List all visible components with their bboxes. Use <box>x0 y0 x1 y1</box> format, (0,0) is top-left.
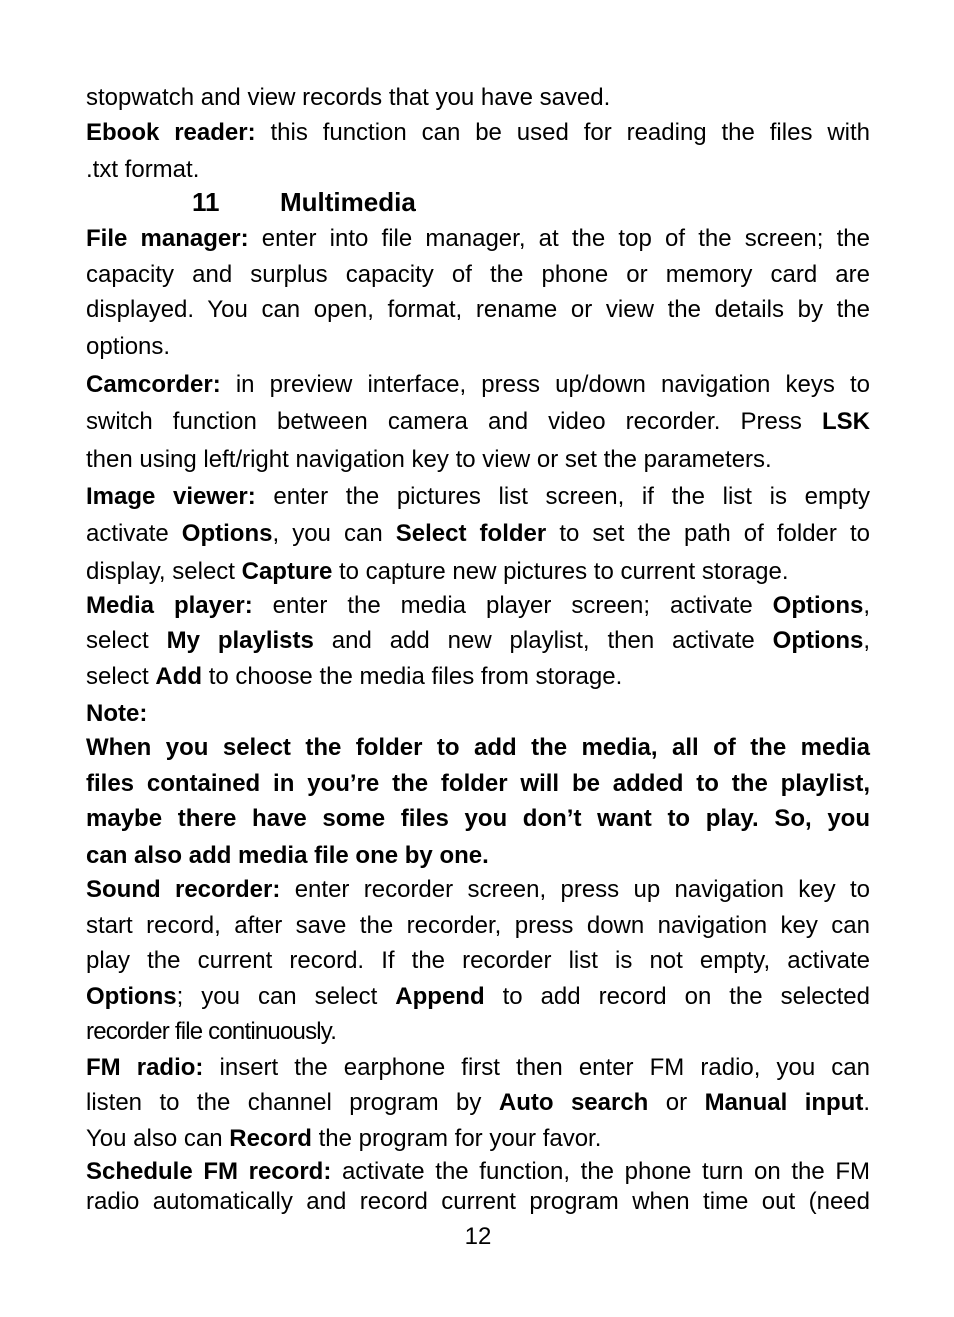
text-line <box>86 805 870 833</box>
bold-term: files contained in you’re the folder will be added to the playlist, <box>86 770 870 797</box>
text-run: options. <box>86 333 171 360</box>
text-run: .txt format. <box>86 156 200 183</box>
bold-term: Sound recorder: <box>86 876 281 903</box>
bold-term: FM radio: <box>86 1054 204 1081</box>
text-line <box>86 734 870 762</box>
text-line <box>86 520 870 548</box>
bold-term: Capture <box>241 558 333 585</box>
page-number: 12 <box>464 1223 492 1250</box>
text-line <box>86 558 870 586</box>
text-line <box>86 947 870 975</box>
text-line <box>86 1158 870 1186</box>
text-line <box>86 1018 870 1046</box>
text-run: enter into file manager, at the top of the screen; the <box>248 225 871 252</box>
bold-term: Image viewer: <box>86 483 256 510</box>
text-line <box>86 84 870 112</box>
text-run: and add new playlist, then activate <box>313 627 773 654</box>
bold-term: Add <box>155 663 203 690</box>
text-line <box>86 371 870 399</box>
section-number: 11 <box>192 187 220 217</box>
text-run: or <box>648 1089 705 1116</box>
text-run: enter the pictures list screen, if the list is empty <box>255 483 870 510</box>
text-line <box>86 1125 870 1153</box>
text-line <box>86 842 870 870</box>
bold-term: Media player: <box>86 592 253 619</box>
text-line <box>86 1054 870 1082</box>
text-run: to add record on the selected <box>484 983 870 1010</box>
text-line <box>86 333 870 361</box>
bold-term: Options <box>86 983 177 1010</box>
text-line <box>86 770 870 798</box>
text-run: enter recorder screen, press up navigation key to <box>280 876 871 903</box>
bold-term: can also add media file one by one. <box>86 842 489 869</box>
text-line <box>86 483 870 511</box>
text-run: enter the media player screen; activate <box>252 592 773 619</box>
text-run: activate <box>86 520 182 547</box>
text-line <box>86 700 870 728</box>
text-line <box>86 408 870 436</box>
text-line <box>86 446 870 474</box>
text-run: play the current record. If the recorder list is not empty, activate <box>86 947 870 974</box>
bold-term: Auto search <box>498 1089 649 1116</box>
bold-term: Schedule FM record: <box>86 1158 332 1185</box>
text-run: switch function between camera and video recorder. Press <box>86 408 822 435</box>
text-run: listen to the channel program by <box>86 1089 499 1116</box>
text-run: to set the path of folder to <box>546 520 870 547</box>
text-run: display, select <box>86 558 242 585</box>
text-run: radio automatically and record current program when time out (need <box>86 1188 870 1215</box>
text-line <box>86 663 870 691</box>
text-line <box>86 627 870 655</box>
text-line <box>86 876 870 904</box>
text-run: this function can be used for reading the files with <box>255 119 870 146</box>
text-run: insert the earphone first then enter FM radio, you can <box>203 1054 870 1081</box>
bold-term: Ebook reader: <box>86 119 256 146</box>
text-line <box>86 296 870 324</box>
text-run: activate the function, the phone turn on the FM <box>331 1158 870 1185</box>
bold-term: Options <box>181 520 273 547</box>
bold-term: Select folder <box>395 520 547 547</box>
bold-term: Append <box>395 983 485 1010</box>
text-run: , <box>863 627 870 654</box>
bold-term: Manual input <box>704 1089 864 1116</box>
text-line <box>86 225 870 253</box>
section-title: Multimedia <box>280 187 416 217</box>
section-heading <box>192 187 416 218</box>
text-line <box>86 1089 870 1117</box>
bold-term: Camcorder: <box>86 371 221 398</box>
text-run: You also can <box>86 1125 230 1152</box>
text-run: in preview interface, press up/down navigation keys to <box>220 371 870 398</box>
text-run: . <box>863 1089 871 1116</box>
text-run: ; you can select <box>176 983 396 1010</box>
text-run: , you can <box>272 520 396 547</box>
text-run: to choose the media files from storage. <box>202 663 623 690</box>
text-line <box>86 592 870 620</box>
bold-term: LSK <box>822 408 870 435</box>
bold-term: When you select the folder to add the media, all of the media <box>86 734 870 761</box>
bold-term: My playlists <box>166 627 314 654</box>
text-run: start record, after save the recorder, press down navigation key can <box>86 912 870 939</box>
bold-term: maybe there have some files you don’t want to play. So, you <box>86 805 870 832</box>
text-run: to capture new pictures to current storage. <box>332 558 789 585</box>
text-line <box>86 119 870 147</box>
text-run: , <box>863 592 870 619</box>
text-run: displayed. You can open, format, rename or view the details by the <box>86 296 870 323</box>
text-run: select <box>86 627 167 654</box>
text-run: recorder file continuously. <box>86 1018 337 1045</box>
bold-term: File manager: <box>86 225 249 252</box>
text-line <box>86 156 870 184</box>
bold-term: Options <box>772 627 864 654</box>
text-run: stopwatch and view records that you have saved. <box>86 84 611 111</box>
text-run: then using left/right navigation key to view or set the parameters. <box>86 446 772 473</box>
bold-term: Record <box>229 1125 312 1152</box>
text-run: select <box>86 663 156 690</box>
text-line <box>86 261 870 289</box>
text-line <box>86 983 870 1011</box>
bold-term: Options <box>772 592 864 619</box>
text-line <box>86 1188 870 1216</box>
bold-term: Note: <box>86 700 148 727</box>
text-run: the program for your favor. <box>311 1125 602 1152</box>
text-run: capacity and surplus capacity of the phone or memory card are <box>86 261 870 288</box>
text-line <box>86 912 870 940</box>
